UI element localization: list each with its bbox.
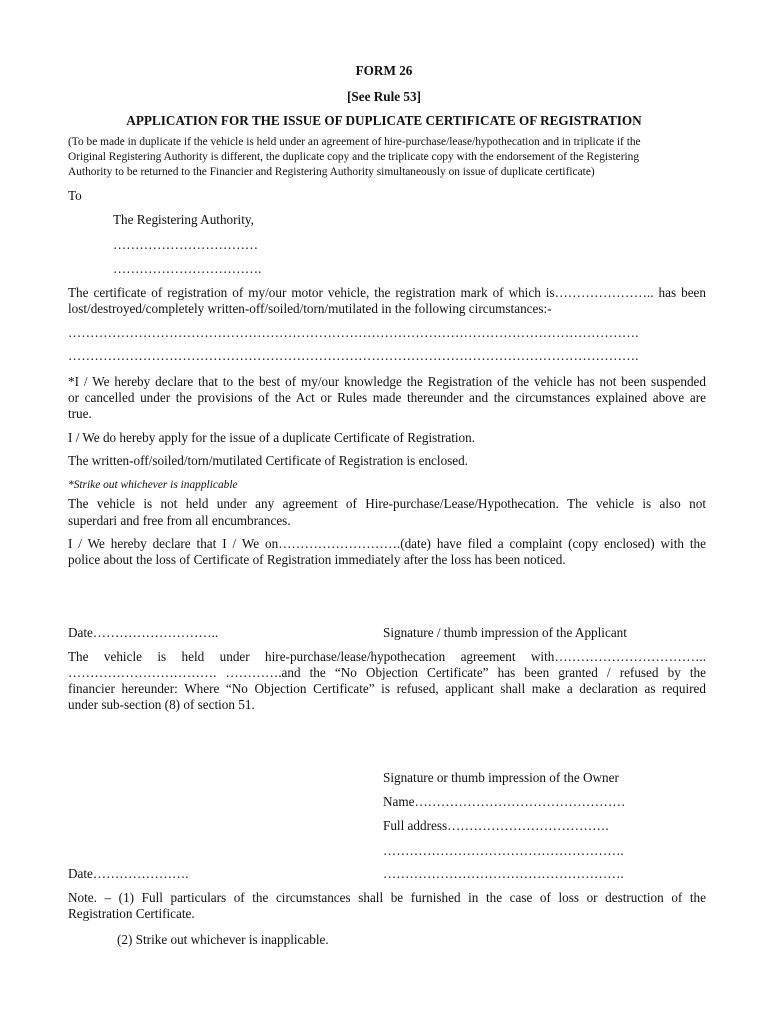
owner-date: Date…………………. xyxy=(68,866,189,881)
form-title: FORM 26 xyxy=(355,63,413,78)
note-two: (2) Strike out whichever is inapplicable. xyxy=(117,932,329,947)
declaration-line: or cancelled under the provisions of the Act or Rules made thereunder and the circumstances explained above are xyxy=(68,390,706,405)
declaration-line: *I / We hereby declare that to the best of my/our knowledge the Registration of the vehicle has not been suspended xyxy=(68,374,706,389)
note-line: Note. – (1) Full particulars of the circumstances shall be furnished in the case of loss or destruction of the xyxy=(68,890,706,905)
applicant-date: Date……………………….. xyxy=(68,625,219,640)
declaration-line: true. xyxy=(68,406,92,421)
rule-reference: [See Rule 53] xyxy=(347,89,421,104)
note-line: Registration Certificate. xyxy=(68,906,195,921)
authority-address-blank: …………………………… xyxy=(113,237,259,252)
not-held-line: The vehicle is not held under any agreement of Hire-purchase/Lease/Hypothecation. The vehicle is also not xyxy=(68,496,706,511)
not-held-line: superdari and free from all encumbrances. xyxy=(68,513,291,528)
owner-signature-label: Signature or thumb impression of the Owner xyxy=(383,770,619,785)
instructions-line: Original Registering Authority is different, the duplicate copy and the triplicate copy with the endorsement of the Registering xyxy=(68,151,640,163)
certificate-statement-line: The certificate of registration of my/our motor vehicle, the registration mark of which is………………….. has been xyxy=(68,285,706,300)
owner-address-blank: ………………………………………………. xyxy=(383,866,624,881)
owner-name-field: Name………………………………………… xyxy=(383,794,626,809)
strike-out-note: *Strike out whichever is inapplicable xyxy=(68,479,238,491)
owner-address-field: Full address………………………………. xyxy=(383,818,609,833)
instructions-line: Authority to be returned to the Financier and Registering Authority simultaneously on issue of duplicate certificate) xyxy=(68,166,595,178)
applicant-signature-label: Signature / thumb impression of the Applicant xyxy=(383,625,627,640)
circumstances-blank: …………………………………………………………………………………………………………………. xyxy=(68,325,639,340)
certificate-statement-line: lost/destroyed/completely written-off/soiled/torn/mutilated in the following circumstances:- xyxy=(68,301,552,316)
financier-line: under sub-section (8) of section 51. xyxy=(68,697,255,712)
owner-address-blank: ………………………………………………. xyxy=(383,843,624,858)
enclosed-statement: The written-off/soiled/torn/mutilated Certificate of Registration is enclosed. xyxy=(68,453,469,468)
complaint-line: police about the loss of Certificate of Registration immediately after the loss has been noticed. xyxy=(68,552,566,567)
apply-statement: I / We do hereby apply for the issue of a duplicate Certificate of Registration. xyxy=(68,430,476,445)
to-label: To xyxy=(68,188,82,203)
financier-line: financier hereunder: Where “No Objection Certificate” is refused, applicant shall make a declaration as required xyxy=(68,681,706,696)
financier-line: The vehicle is held under hire-purchase/lease/hypothecation agreement with…………………………….. xyxy=(68,649,706,664)
application-title: APPLICATION FOR THE ISSUE OF DUPLICATE CERTIFICATE OF REGISTRATION xyxy=(126,113,642,128)
financier-line: ……………………………. ………….and the “No Objection Certificate” has been granted / refused by the xyxy=(68,665,706,680)
circumstances-blank: …………………………………………………………………………………………………………………. xyxy=(68,348,639,363)
instructions-line: (To be made in duplicate if the vehicle is held under an agreement of hire-purchase/lease/hypothecation and in triplicate if the xyxy=(68,136,641,148)
registering-authority: The Registering Authority, xyxy=(113,212,254,227)
complaint-line: I / We hereby declare that I / We on……………………….(date) have filed a complaint (copy enclosed) with the xyxy=(68,536,706,551)
authority-address-blank: ……………………………. xyxy=(113,261,262,276)
